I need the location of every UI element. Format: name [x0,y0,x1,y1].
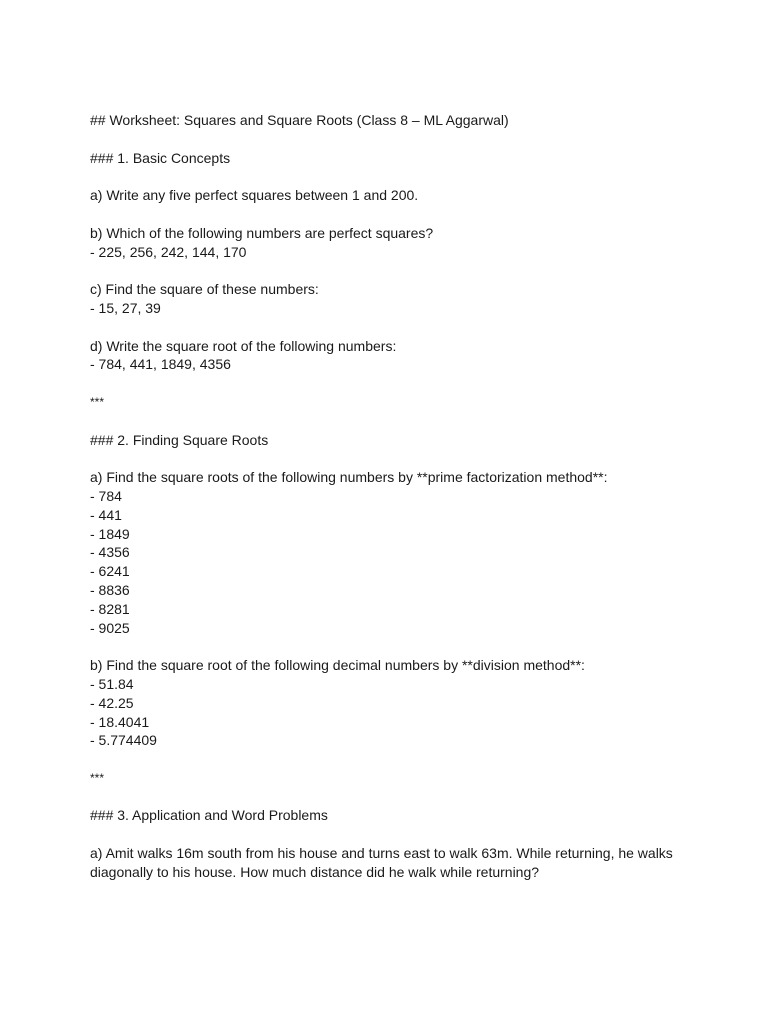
list-item: - 4356 [90,544,130,561]
list-item: - 1849 [90,525,130,542]
question-1d-items: - 784, 441, 1849, 4356 [90,356,231,373]
question-2b: b) Find the square root of the following decimal numbers by **division method**: [90,657,585,674]
separator-1: *** [90,394,105,409]
separator-2: *** [90,770,105,785]
list-item: - 42.25 [90,694,134,711]
section-3-heading: ### 3. Application and Word Problems [90,807,328,824]
list-item: - 5.774409 [90,732,157,749]
question-1b-items: - 225, 256, 242, 144, 170 [90,243,247,260]
question-1c: c) Find the square of these numbers: [90,281,319,298]
list-item: - 9025 [90,619,130,636]
question-1a: a) Write any five perfect squares between 1 and 200. [90,187,419,204]
list-item: - 441 [90,506,122,523]
question-1c-items: - 15, 27, 39 [90,299,161,316]
question-1d: d) Write the square root of the following numbers: [90,337,397,354]
section-1-heading: ### 1. Basic Concepts [90,149,231,166]
list-item: - 8281 [90,600,130,617]
list-item: - 6241 [90,563,130,580]
question-2a: a) Find the square roots of the following numbers by **prime factorization method**: [90,469,608,486]
list-item: - 8836 [90,581,130,598]
worksheet-document [90,111,700,882]
worksheet-title: ## Worksheet: Squares and Square Roots (Class 8 – ML Aggarwal) [90,112,509,128]
list-item: - 51.84 [90,675,134,692]
list-item: - 784 [90,487,122,504]
section-2-heading: ### 2. Finding Square Roots [90,431,269,448]
question-1b: b) Which of the following numbers are perfect squares? [90,224,434,241]
list-item: - 18.4041 [90,713,150,730]
question-3a: a) Amit walks 16m south from his house and turns east to walk 63m. While returning, he walks diagonally to his house. How much distance did he walk while returning? [90,845,677,880]
